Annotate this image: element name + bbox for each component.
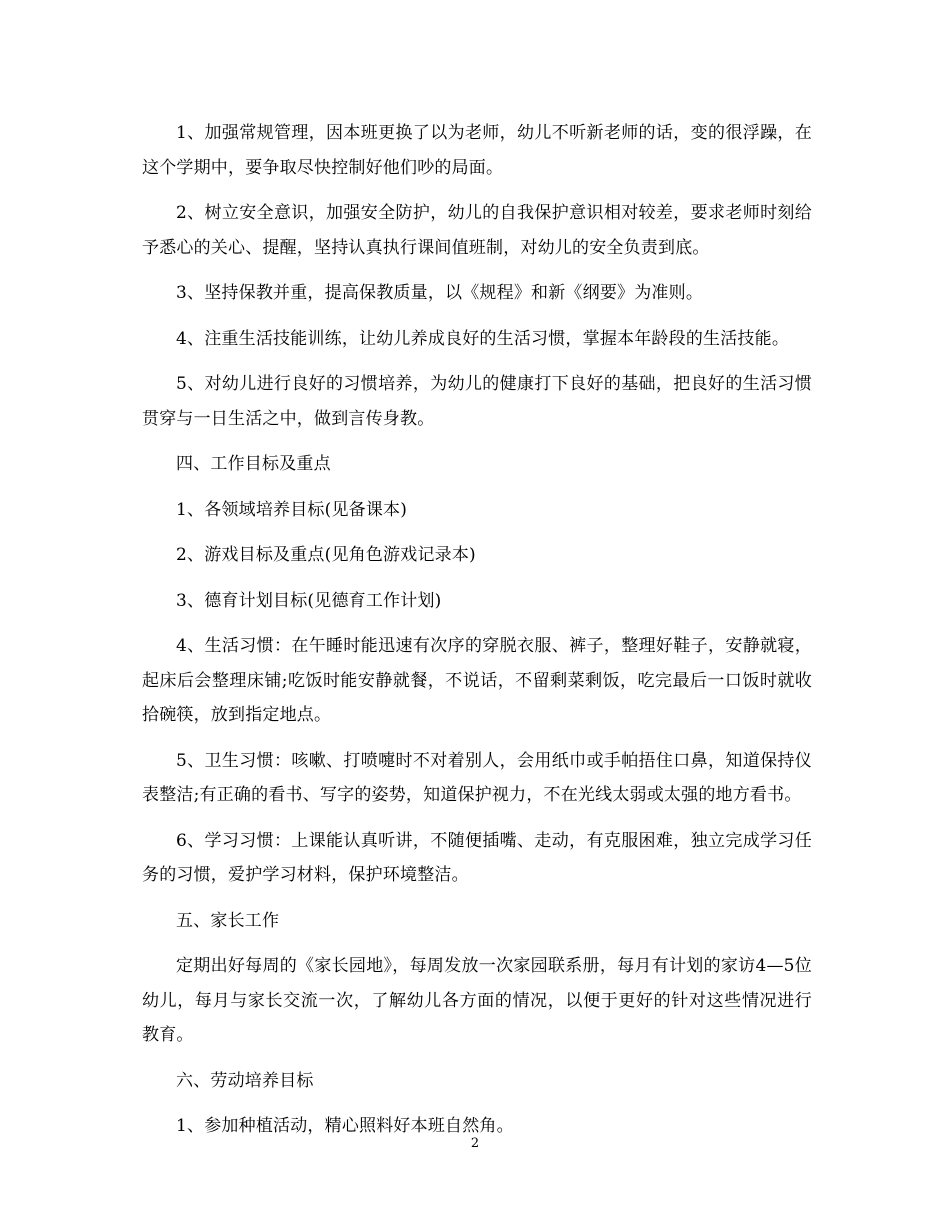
section-heading-labor: 六、劳动培养目标 — [176, 1070, 314, 1091]
paragraph-routine-management: 1、加强常规管理，因本班更换了以为老师，幼儿不听新老师的话，变的很浮躁，在这个学期中，要争取尽快控制好他们吵的局面。 — [142, 123, 812, 178]
paragraph-safety-awareness: 2、树立安全意识，加强安全防护，幼儿的自我保护意识相对较差，要求老师时刻给予悉心的关心、提醒，坚持认真执行课间值班制，对幼儿的安全负责到底。 — [142, 203, 812, 258]
paragraph-hygiene-habits: 5、卫生习惯：咳嗽、打喷嚏时不对着别人，会用纸巾或手帕捂住口鼻，知道保持仪表整洁;有正确的看书、写字的姿势，知道保护视力，不在光线太弱或太强的地方看书。 — [142, 750, 812, 805]
paragraph-life-skills: 4、注重生活技能训练，让幼儿养成良好的生活习惯，掌握本年龄段的生活技能。 — [176, 328, 790, 349]
page-number: 2 — [470, 1136, 480, 1151]
paragraph-game-goals: 2、游戏目标及重点(见角色游戏记录本) — [176, 545, 476, 565]
paragraph-parent-work: 定期出好每周的《家长园地》，每周发放一次家园联系册，每月有计划的家访4—5位幼儿，每月与家长交流一次，了解幼儿各方面的情况，以便于更好的针对这些情况进行教育。 — [142, 956, 812, 1045]
document-body — [142, 116, 812, 1155]
paragraph-habit-training: 5、对幼儿进行良好的习惯培养，为幼儿的健康打下良好的基础，把良好的生活习惯贯穿与一日生活之中，做到言传身教。 — [142, 374, 812, 429]
section-heading-goals: 四、工作目标及重点 — [176, 454, 331, 474]
paragraph-study-habits: 6、学习习惯：上课能认真听讲，不随便插嘴、走动，有克服困难，独立完成学习任务的习惯，爱护学习材料，保护环境整洁。 — [142, 830, 812, 885]
paragraph-planting-activity: 1、参加种植活动，精心照料好本班自然角。 — [176, 1116, 514, 1136]
paragraph-living-habits: 4、生活习惯：在午睡时能迅速有次序的穿脱衣服、裤子，整理好鞋子，安静就寝，起床后会整理床铺;吃饭时能安静就餐，不说话，不留剩菜剩饭，吃完最后一口饭时就收拾碗筷，放到指定地点。 — [142, 636, 812, 725]
section-heading-parents: 五、家长工作 — [176, 910, 280, 931]
paragraph-moral-goals: 3、德育计划目标(见德育工作计划) — [176, 590, 442, 611]
paragraph-care-education: 3、坚持保教并重，提高保教质量，以《规程》和新《纲要》为准则。 — [176, 283, 704, 303]
paragraph-domain-goals: 1、各领域培养目标(见备课本) — [176, 499, 408, 520]
